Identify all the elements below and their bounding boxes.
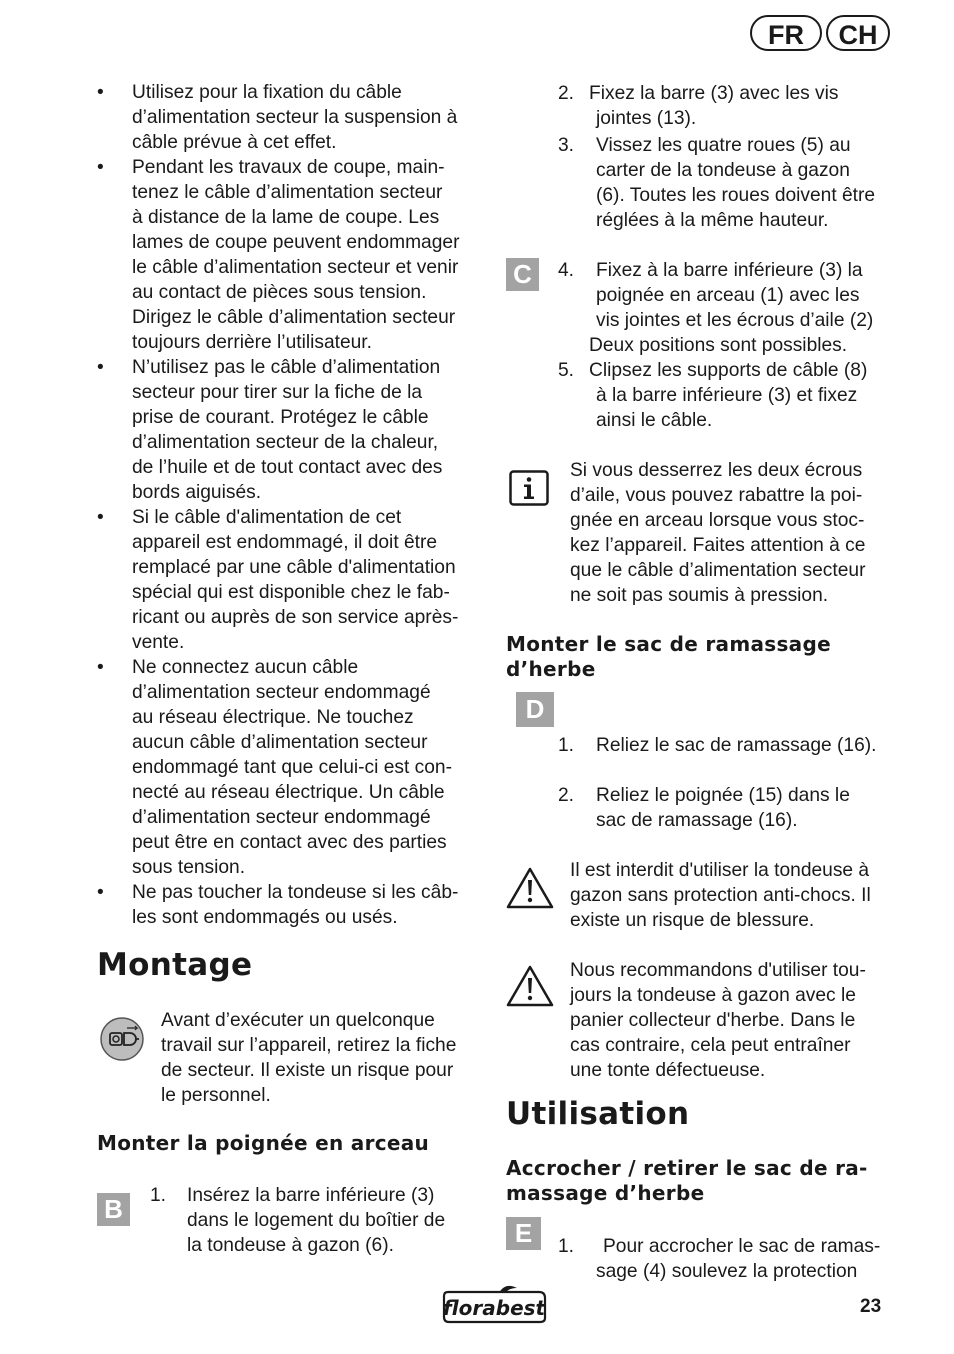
- safety-bullet-item: [97, 155, 482, 355]
- step-3-number: 3.: [558, 135, 575, 156]
- step-line: vis jointes et les écrous d’aile (2): [596, 310, 874, 331]
- step-4-extra: Deux positions sont possibles.: [589, 335, 848, 356]
- bullet-line: spécial qui est disponible chez le fab-: [132, 582, 450, 603]
- bullet-line: lames de coupe peuvent endommager: [132, 232, 460, 253]
- bullet-dot-icon: •: [97, 657, 104, 678]
- bullet-line: N’utilisez pas le câble d’alimentation: [132, 357, 441, 378]
- step-line: carter de la tondeuse à gazon: [596, 160, 850, 181]
- step-line: sage (4) soulevez la protection: [596, 1261, 858, 1282]
- bullet-line: vente.: [132, 632, 185, 653]
- info-line: kez l’appareil. Faites attention à ce: [570, 535, 866, 556]
- bullet-line: sous tension.: [132, 857, 246, 878]
- warning-line: gazon sans protection anti-chocs. Il: [570, 885, 871, 906]
- bullet-line: secteur pour tirer sur la fiche de la: [132, 382, 423, 403]
- heading-line: Monter le sac de ramassage: [506, 632, 831, 656]
- step-4-number: 4.: [558, 260, 575, 281]
- bullet-line: le câble d’alimentation secteur et venir: [132, 257, 459, 278]
- bullet-line: d’alimentation secteur la suspension à: [132, 107, 458, 128]
- bullet-line: toujours derrière l’utilisateur.: [132, 332, 372, 353]
- step-line: sac de ramassage (16).: [596, 810, 798, 831]
- warning-icon: [505, 964, 555, 1008]
- florabest-logo: [439, 1284, 549, 1326]
- bullet-dot-icon: •: [97, 882, 104, 903]
- bullet-line: de l’huile et de tout contact avec des: [132, 457, 443, 478]
- bullet-line: Ne pas toucher la tondeuse si les câb-: [132, 882, 459, 903]
- warning-line: panier collecteur d'herbe. Dans le: [570, 1010, 856, 1031]
- bullet-line: à distance de la lame de coupe. Les: [132, 207, 440, 228]
- step-line: à la barre inférieure (3) et fixez: [596, 385, 858, 406]
- page-number: 23: [860, 1296, 882, 1317]
- warning-note-2: [570, 958, 900, 1083]
- d-step-1-number: 1.: [558, 735, 575, 756]
- safety-bullet-item: [97, 355, 482, 505]
- bullet-line: remplacé par une câble d'alimentation: [132, 557, 456, 578]
- info-line: que le câble d’alimentation secteur: [570, 560, 866, 581]
- bullet-line: au réseau électrique. Ne touchez: [132, 707, 414, 728]
- bullet-line: appareil est endommagé, il doit être: [132, 532, 438, 553]
- bullet-line: Pendant les travaux de coupe, main-: [132, 157, 445, 178]
- info-line: ne soit pas soumis à pression.: [570, 585, 829, 606]
- step-line: Insérez la barre inférieure (3): [187, 1185, 435, 1206]
- bullet-line: prise de courant. Protégez le câble: [132, 407, 429, 428]
- bullet-dot-icon: •: [97, 157, 104, 178]
- step-3-text: [596, 133, 896, 233]
- heading-line: d’herbe: [506, 657, 596, 681]
- montage-note: [161, 1008, 481, 1108]
- info-note: [570, 458, 900, 608]
- step-2-number: 2.: [558, 83, 575, 104]
- bullet-dot-icon: •: [97, 507, 104, 528]
- heading-line: massage d’herbe: [506, 1181, 705, 1205]
- d-step-2-text: [596, 783, 896, 833]
- bullet-line: les sont endommagés ou usés.: [132, 907, 398, 928]
- e-step-1-number: 1.: [558, 1236, 575, 1257]
- step-line: Vissez les quatre roues (5) au: [596, 135, 851, 156]
- bullet-line: endommagé tant que celui-ci est con-: [132, 757, 452, 778]
- step-line: Fixez la barre (3) avec les vis: [589, 83, 839, 104]
- figure-label-b: B: [97, 1193, 130, 1226]
- step-line: jointes (13).: [596, 108, 697, 129]
- bullet-line: Dirigez le câble d’alimentation secteur: [132, 307, 456, 328]
- accrocher-heading: [506, 1156, 868, 1206]
- d-step-1-text: Reliez le sac de ramassage (16).: [596, 735, 877, 756]
- montage-note-line: Avant d’exécuter un quelconque: [161, 1010, 435, 1031]
- step-line: Clipsez les supports de câble (8): [589, 360, 868, 381]
- step-line: (6). Toutes les roues doivent être: [596, 185, 876, 206]
- bullet-line: necté au réseau électrique. Un câble: [132, 782, 445, 803]
- bullet-line: câble prévue à cet effet.: [132, 132, 337, 153]
- bullet-line: d’alimentation secteur endommagé: [132, 807, 431, 828]
- bullet-line: bords aiguisés.: [132, 482, 262, 503]
- step-line: Fixez à la barre inférieure (3) la: [596, 260, 863, 281]
- figure-label-c: C: [506, 258, 539, 291]
- lang-badge-ch: CH: [826, 15, 890, 51]
- left-column: [97, 80, 482, 930]
- bullet-line: Si le câble d'alimentation de cet: [132, 507, 402, 528]
- safety-bullet-item: [97, 880, 482, 930]
- step-1-text: [187, 1183, 487, 1258]
- lang-badge-fr: FR: [750, 15, 822, 51]
- info-line: Si vous desserrez les deux écrous: [570, 460, 863, 481]
- sac-heading: [506, 632, 831, 682]
- step-line: Reliez le poignée (15) dans le: [596, 785, 850, 806]
- step-4-text: [596, 258, 896, 333]
- step-2-text: [589, 81, 889, 131]
- warning-line: existe un risque de blessure.: [570, 910, 815, 931]
- e-step-1-text: [596, 1234, 896, 1284]
- info-line: d’aile, vous pouvez rabattre la poi-: [570, 485, 863, 506]
- poignee-heading: Monter la poignée en arceau: [97, 1131, 430, 1155]
- step-1-number: 1.: [150, 1185, 167, 1206]
- warning-line: jours la tondeuse à gazon avec le: [570, 985, 856, 1006]
- logo-wordmark: florabest: [442, 1296, 546, 1320]
- step-line: ainsi le câble.: [596, 410, 713, 431]
- info-line: gnée en arceau lorsque vous stoc-: [570, 510, 865, 531]
- warning-line: une tonte défectueuse.: [570, 1060, 766, 1081]
- unplug-icon: [99, 1016, 145, 1062]
- safety-bullet-list: [97, 80, 482, 930]
- bullet-line: Ne connectez aucun câble: [132, 657, 359, 678]
- bullet-line: Utilisez pour la fixation du câble: [132, 82, 402, 103]
- figure-label-e: E: [506, 1217, 541, 1250]
- figure-label-d: D: [516, 692, 554, 727]
- safety-bullet-item: [97, 655, 482, 880]
- info-icon: [509, 470, 549, 506]
- montage-note-line: le personnel.: [161, 1085, 271, 1106]
- utilisation-heading: Utilisation: [506, 1096, 690, 1132]
- montage-note-line: de secteur. Il existe un risque pour: [161, 1060, 454, 1081]
- step-line: Pour accrocher le sac de ramas-: [603, 1236, 881, 1257]
- bullet-line: d’alimentation secteur endommagé: [132, 682, 431, 703]
- bullet-line: peut être en contact avec des parties: [132, 832, 447, 853]
- step-5-number: 5.: [558, 360, 575, 381]
- bullet-line: ricant ou auprès de son service après-: [132, 607, 459, 628]
- step-line: réglées à la même hauteur.: [596, 210, 829, 231]
- bullet-dot-icon: •: [97, 357, 104, 378]
- d-step-2-number: 2.: [558, 785, 575, 806]
- montage-note-line: travail sur l’appareil, retirez la fiche: [161, 1035, 457, 1056]
- safety-bullet-item: [97, 505, 482, 655]
- warning-line: cas contraire, cela peut entraîner: [570, 1035, 851, 1056]
- warning-icon: [505, 866, 555, 910]
- bullet-line: aucun câble d’alimentation secteur: [132, 732, 428, 753]
- step-5-text: [589, 358, 889, 433]
- step-line: la tondeuse à gazon (6).: [187, 1235, 394, 1256]
- warning-line: Nous recommandons d'utiliser tou-: [570, 960, 866, 981]
- warning-line: Il est interdit d'utiliser la tondeuse à: [570, 860, 870, 881]
- heading-line: Accrocher / retirer le sac de ra-: [506, 1156, 868, 1180]
- warning-note-1: [570, 858, 900, 933]
- montage-heading: Montage: [97, 947, 253, 983]
- bullet-line: tenez le câble d’alimentation secteur: [132, 182, 443, 203]
- bullet-dot-icon: •: [97, 82, 104, 103]
- safety-bullet-item: [97, 80, 482, 155]
- bullet-line: au contact de pièces sous tension.: [132, 282, 427, 303]
- bullet-line: d’alimentation secteur de la chaleur,: [132, 432, 439, 453]
- step-line: dans le logement du boîtier de: [187, 1210, 446, 1231]
- step-line: poignée en arceau (1) avec les: [596, 285, 860, 306]
